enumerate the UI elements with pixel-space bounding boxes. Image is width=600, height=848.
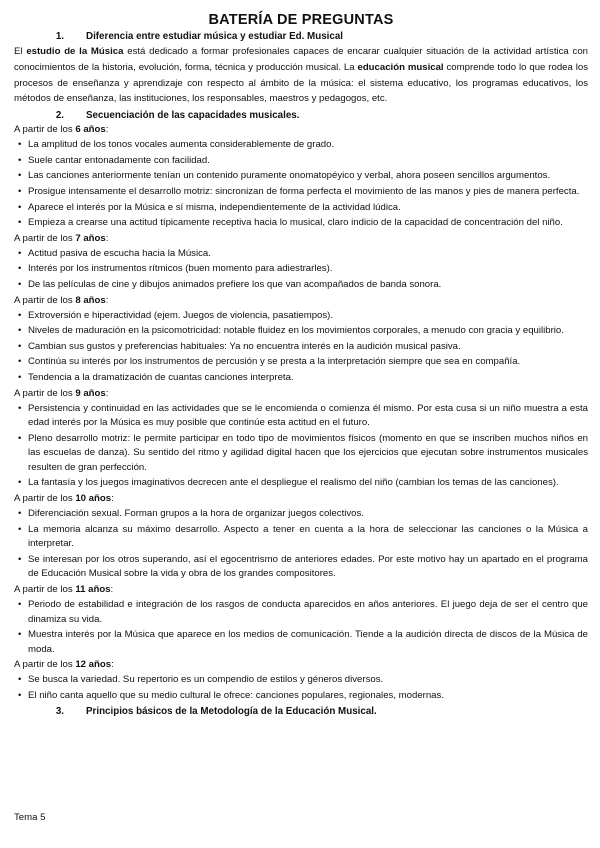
bullet-list (14, 247, 588, 293)
list-item: • Niveles de maduración en la psicomotricidad: notable fluidez en los movimientos corporales, a menudo con gracia y equilibrio. (14, 324, 588, 339)
bullet-icon: • (18, 170, 22, 182)
section-number: 2. (55, 110, 64, 122)
list-item: • Diferenciación sexual. Forman grupos a la hora de organizar juegos colectivos. (14, 507, 588, 522)
section-title: Diferencia entre estudiar música y estudiar Ed. Musical (86, 31, 343, 42)
bullet-icon: • (18, 201, 22, 213)
bullet-icon: • (18, 599, 22, 611)
list-item: • Extroversión e hiperactividad (ejem. Juegos de violencia, pasatiempos). (14, 309, 588, 324)
bullet-icon: • (18, 185, 22, 197)
list-item: • La amplitud de los tonos vocales aumenta considerablemente de grado. (14, 138, 588, 153)
list-item: • Persistencia y continuidad en las actividades que se le encomienda o comienza él mismo. Por esta cusa si un niño muestra a esta edad interés por la Música es muy posible que continúe esta actitud en el futuro. (18, 402, 588, 429)
section-title: Principios básicos de la Metodología de la Educación Musical. (86, 705, 377, 717)
page-title: BATERÍA DE PREGUNTAS (208, 12, 394, 28)
list-item: • Cambian sus gustos y preferencias habituales: Ya no encuentra interés en la audición musical pasiva. (14, 340, 588, 355)
list-item: • La fantasía y los juegos imaginativos decrecen ante el despliegue el realismo del niño (cambian los temas de las canciones). (14, 476, 588, 491)
bullet-icon: • (18, 629, 22, 641)
bullet-icon: • (18, 263, 22, 275)
page-footer: Tema 5 (14, 812, 46, 823)
bullet-icon: • (18, 139, 22, 151)
age-heading: A partir de los 6 años: (14, 124, 109, 136)
age-heading: A partir de los 11 años: (14, 584, 114, 596)
list-item: • Prosigue intensamente el desarrollo motriz: sincronizan de forma perfecta el movimiento de las manos y pies de manera perfecta. (14, 185, 588, 200)
age-value: 6 años (75, 124, 106, 136)
bullet-icon: • (18, 154, 22, 166)
age-value: 9 años (75, 387, 106, 399)
bullet-icon: • (18, 356, 22, 368)
bullet-list (14, 309, 588, 386)
bullet-icon: • (18, 402, 22, 414)
bold-term: educación musical (357, 61, 444, 73)
age-heading: A partir de los 10 años: (14, 493, 114, 505)
age-value: 11 años (75, 584, 111, 596)
list-item: • La memoria alcanza su máximo desarrollo. Aspecto a tener en cuenta a la hora de seleccionar las canciones o la Música a interpretar. (18, 523, 588, 550)
age-value: 10 años (75, 493, 112, 505)
age-value: 12 años (75, 659, 112, 671)
bullet-icon: • (18, 340, 22, 352)
bullet-icon: • (18, 553, 22, 565)
section-heading-1 (14, 31, 588, 42)
bullet-icon: • (18, 690, 22, 701)
age-value: 7 años (75, 232, 106, 244)
list-item: • El niño canta aquello que su medio cultural le ofrece: canciones populares, regionales, modernas. (14, 689, 588, 704)
bullet-list (14, 673, 588, 703)
bullet-list (14, 598, 588, 657)
list-item: • Continúa su interés por los instrumentos de percusión y se presta a la interpretación siempre que sea en compañía. (14, 355, 588, 370)
age-heading: A partir de los 7 años: (14, 232, 109, 244)
list-item: • Tendencia a la dramatización de cuantas canciones interpreta. (14, 371, 588, 386)
list-item: • Pleno desarrollo motriz: le permite participar en todo tipo de movimientos físicos (momento en que se inscriben muchos niños en las escuelas de danza). Su sentido del ritmo y agilidad digital hacen que los ejercicios que ejecutan sobre instrumentos musicales resulten de gran perfección. (18, 432, 588, 473)
bullet-icon: • (18, 508, 22, 520)
bullet-icon: • (18, 523, 22, 535)
section-heading-3 (14, 706, 588, 717)
list-item: • Periodo de estabilidad e integración de los rasgos de conducta aparecidos en años anteriores. El juego deja de ser el centro que dinamiza su vida. (18, 599, 588, 625)
bullet-icon: • (18, 371, 22, 383)
bullet-icon: • (18, 477, 22, 489)
section-number: 3. (55, 705, 64, 717)
section-number: 1. (55, 31, 64, 42)
list-item: • De las películas de cine y dibujos animados prefiere los que van acompañados de banda sonora. (14, 278, 588, 293)
section-heading-2 (14, 110, 588, 121)
age-heading: A partir de los 8 años: (14, 294, 109, 306)
bullet-icon: • (18, 247, 22, 259)
bullet-list (14, 507, 588, 582)
age-groups (14, 123, 588, 703)
age-value: 8 años (75, 294, 106, 306)
bullet-icon: • (18, 309, 22, 321)
bullet-icon: • (18, 217, 22, 229)
section-title: Secuenciación de las capacidades musicales. (86, 110, 300, 122)
bold-term: estudio de la Música (26, 46, 124, 57)
bullet-icon: • (18, 432, 22, 444)
list-item: • Actitud pasiva de escucha hacia la Música. (14, 247, 588, 262)
list-item: • Interés por los instrumentos rítmicos (buen momento para adiestrarles). (14, 262, 588, 277)
bullet-icon: • (18, 325, 22, 337)
intro-paragraph: El estudio de la Música está dedicado a formar profesionales capaces de encarar cualquier situación de la actividad artística con conocimientos de la historia, evolución, forma, técnica y producción musical. La educación musical comprende todo lo que rodea los procesos de enseñanza y aprendizaje con respecto al ámbito de la música: el sistema educativo, los programas educativos, los métodos de enseñanza, las instituciones, los responsables, maestros y pedagogos, etc. (14, 46, 589, 105)
list-item: • Suele cantar entonadamente con facilidad. (14, 154, 588, 169)
bullet-list (14, 402, 588, 492)
bullet-list (14, 138, 588, 231)
list-item: • Las canciones anteriormente tenían un contenido puramente onomatopéyico y verbal, ahora poseen sencillos argumentos. (14, 169, 588, 184)
list-item: • Empieza a crearse una actitud típicamente receptiva hacia lo musical, claro indicio de la capacidad de concentración del niño. (14, 216, 588, 231)
age-heading: A partir de los 12 años: (14, 659, 114, 671)
list-item: • Se interesan por los otros superando, así el egocentrismo de anteriores edades. Por este motivo hay un apartado en el programa de Educación Musical sobre la vida y obra de los grandes compositores. (18, 553, 588, 580)
bullet-icon: • (18, 674, 22, 686)
list-item: • Aparece el interés por la Música e sí misma, independientemente de la actividad lúdica. (14, 201, 588, 216)
list-item: • Muestra interés por la Música que aparece en los medios de comunicación. Tiende a la audición directa de discos de la Música de moda. (18, 629, 588, 655)
document-page (14, 12, 588, 719)
list-item: • Se busca la variedad. Su repertorio es un compendio de estilos y géneros diversos. (14, 673, 588, 688)
age-heading: A partir de los 9 años: (14, 387, 109, 399)
bullet-icon: • (18, 278, 22, 290)
